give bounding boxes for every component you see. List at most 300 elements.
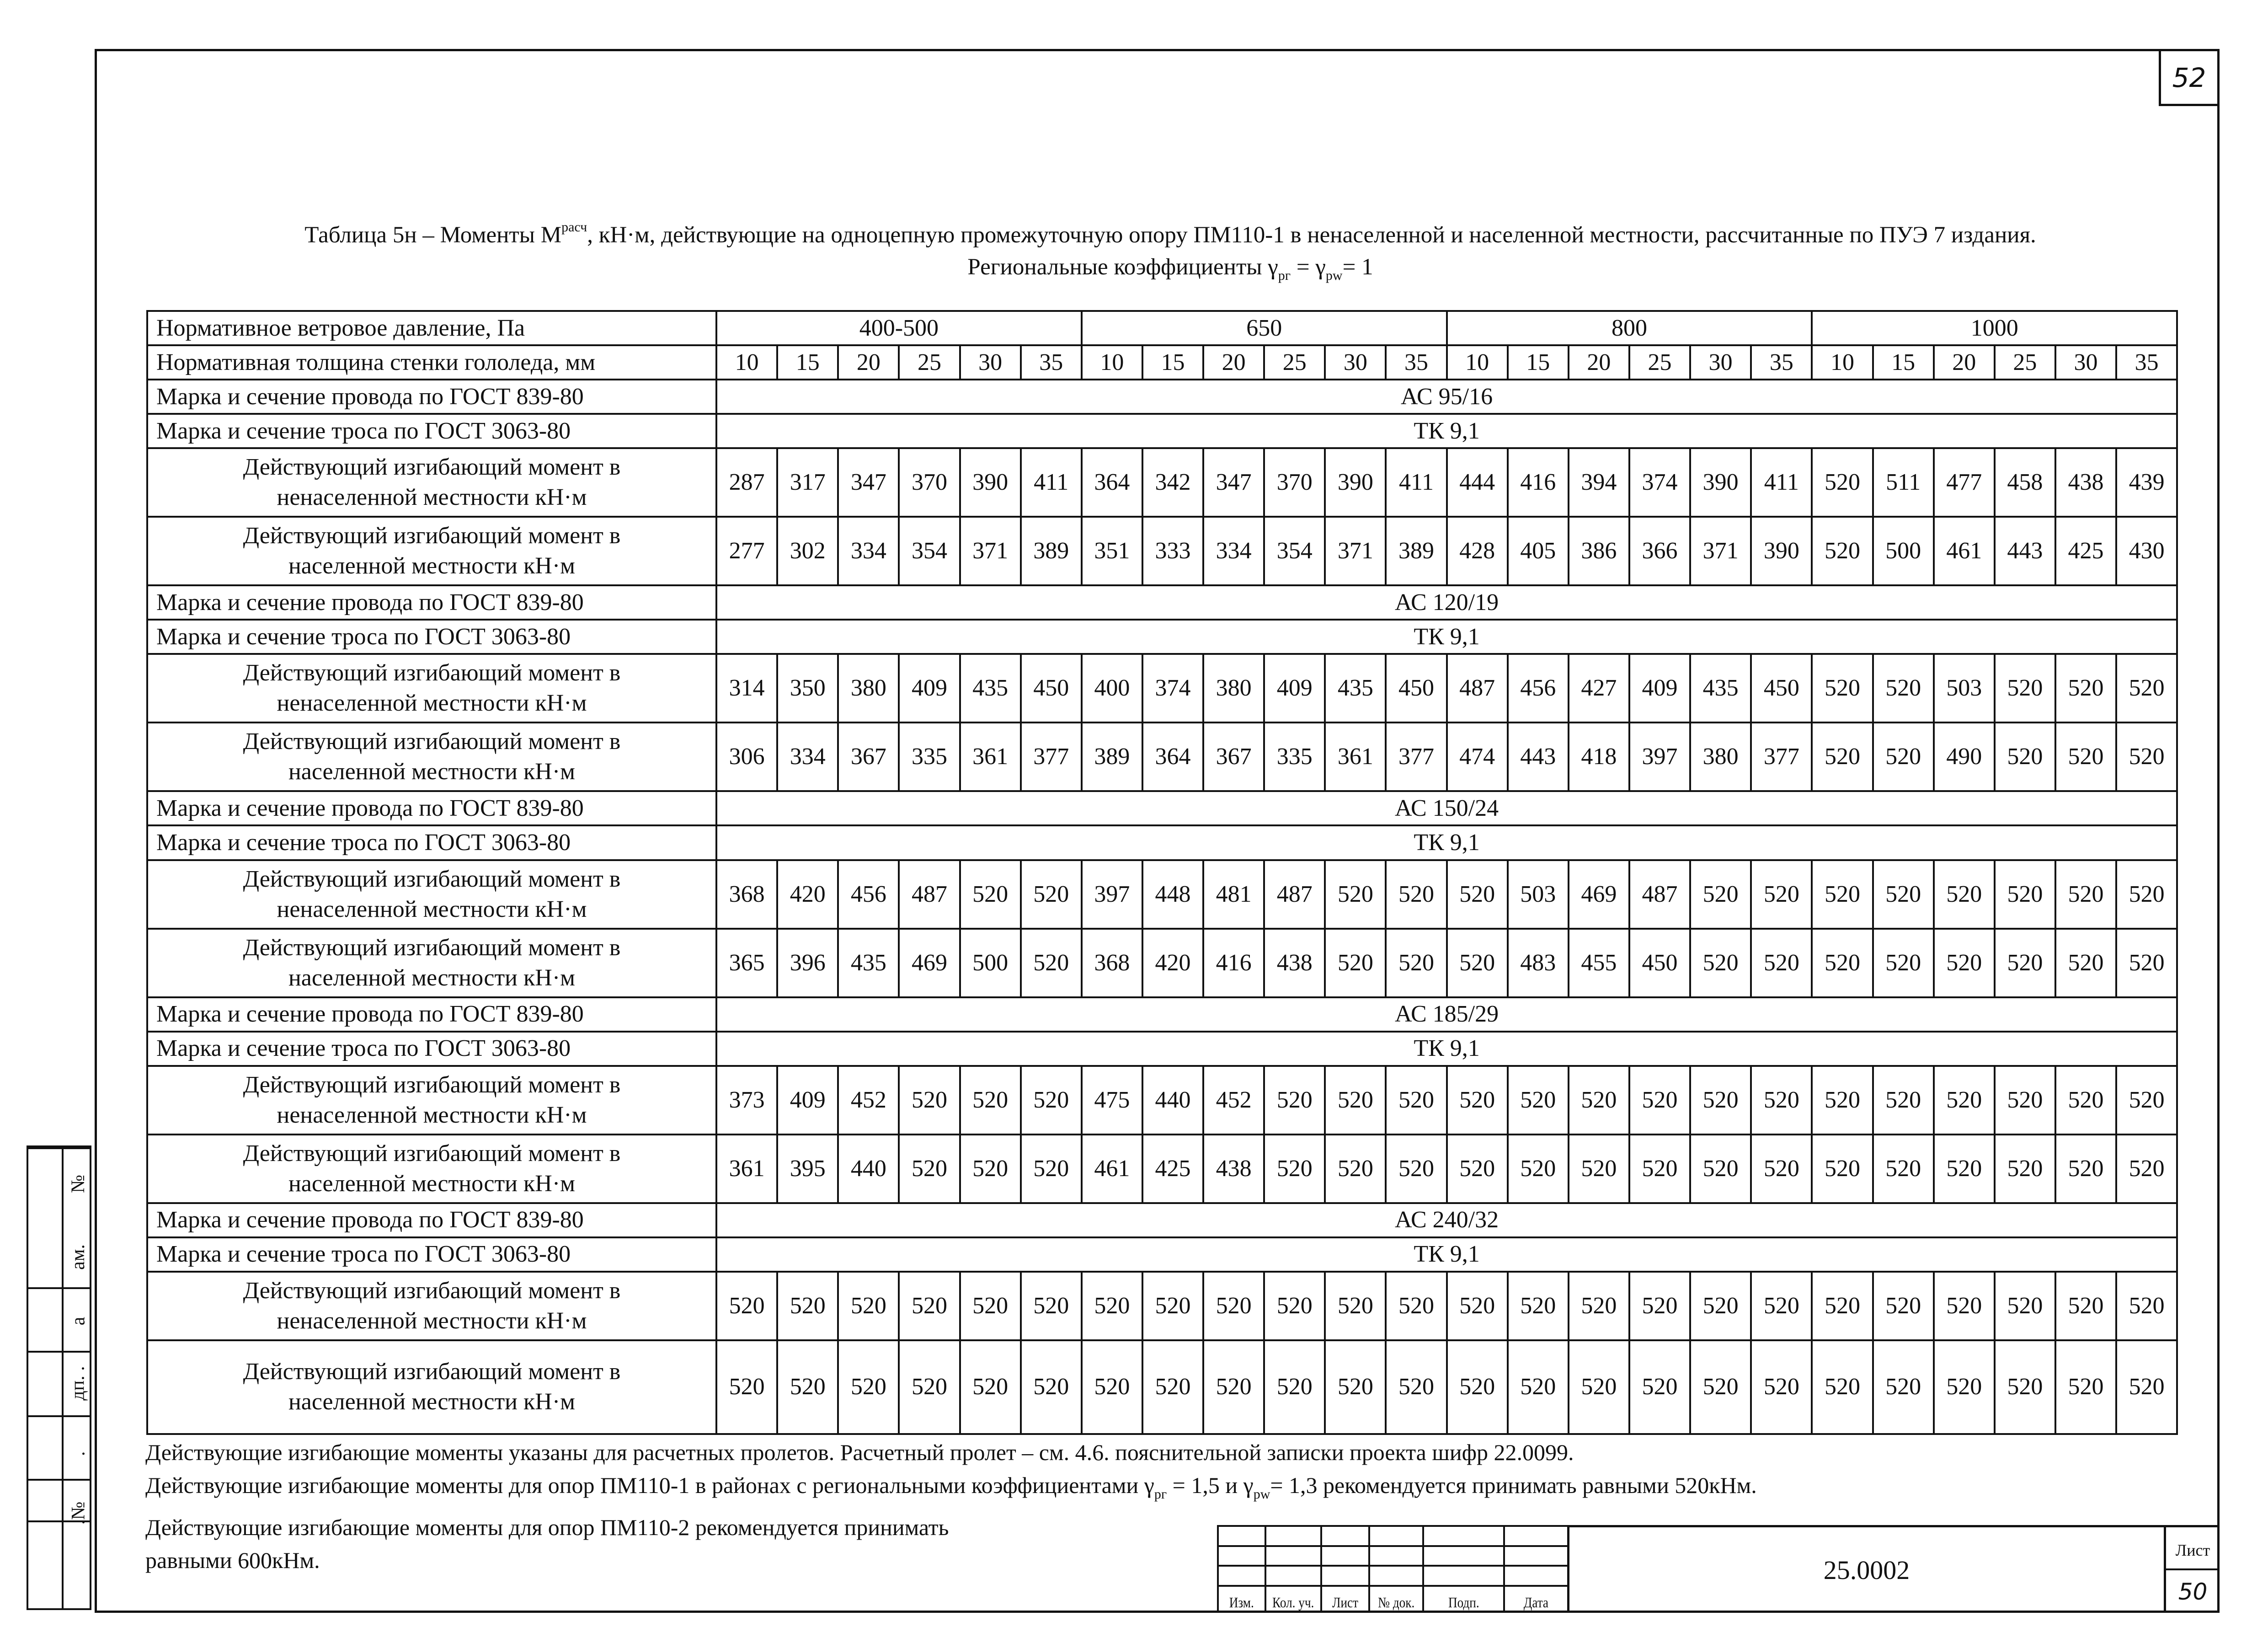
moment-value: 520 (1995, 929, 2055, 997)
moment-value: 425 (1142, 1135, 1203, 1203)
moment-value: 520 (1325, 1272, 1386, 1340)
moment-value: 368 (1082, 929, 1142, 997)
moment-value: 371 (960, 517, 1021, 585)
moment-value: 411 (1751, 448, 1812, 517)
sheet-number: 50 (2178, 1578, 2208, 1605)
strip-label: . (68, 1451, 89, 1456)
moment-value: 390 (1751, 517, 1812, 585)
moment-value: 520 (1934, 860, 1995, 929)
ice-thickness-value: 35 (1386, 345, 1446, 380)
unpopulated-moment-label-line1: Действующий изгибающий момент в (243, 1071, 621, 1098)
moment-value: 438 (1203, 1135, 1264, 1203)
revision-grid (1217, 1525, 1569, 1613)
moment-value: 277 (716, 517, 777, 585)
sheet-cell (2164, 1525, 2220, 1613)
moment-value: 455 (1569, 929, 1629, 997)
moment-value: 440 (838, 1135, 899, 1203)
wind-pressure-group: 800 (1447, 311, 1812, 345)
moment-value: 520 (1934, 929, 1995, 997)
moment-value: 450 (1386, 654, 1446, 722)
moment-value: 448 (1142, 860, 1203, 929)
moment-value: 520 (1447, 1272, 1508, 1340)
moment-value: 520 (777, 1340, 838, 1434)
cable-row (147, 414, 2177, 448)
populated-moment-label-line1: Действующий изгибающий момент в (243, 934, 621, 961)
moment-value: 520 (2116, 1340, 2177, 1434)
cable-label: Марка и сечение троса по ГОСТ 3063-80 (147, 1032, 716, 1066)
moment-value: 335 (899, 722, 960, 791)
moment-value: 347 (1203, 448, 1264, 517)
ice-thickness-value: 20 (838, 345, 899, 380)
document-code: 25.0002 (1567, 1525, 2164, 1613)
moment-value: 520 (1325, 860, 1386, 929)
moment-value: 350 (777, 654, 838, 722)
moment-value: 520 (1812, 1135, 1873, 1203)
moment-value: 520 (1812, 1340, 1873, 1434)
moment-value: 397 (1082, 860, 1142, 929)
moment-value: 520 (1751, 929, 1812, 997)
moment-value: 520 (1873, 860, 1934, 929)
cable-label: Марка и сечение троса по ГОСТ 3063-80 (147, 414, 716, 448)
moment-value: 416 (1508, 448, 1569, 517)
moment-value: 520 (838, 1272, 899, 1340)
moment-value: 520 (2116, 929, 2177, 997)
unpopulated-moment-label-line1: Действующий изгибающий момент в (243, 1277, 621, 1304)
cable-mark: ТК 9,1 (716, 414, 2177, 448)
moment-value: 520 (2055, 722, 2116, 791)
wire-mark: АС 185/29 (716, 997, 2177, 1032)
moment-value: 400 (1082, 654, 1142, 722)
unpopulated-moment-row (147, 860, 2177, 929)
moment-value: 361 (716, 1135, 777, 1203)
moment-value: 409 (1264, 654, 1325, 722)
moment-value: 435 (960, 654, 1021, 722)
unpopulated-moment-label-line2: ненаселенной местности кН·м (277, 896, 587, 922)
moment-value: 520 (1447, 1340, 1508, 1434)
moment-value: 520 (2116, 1066, 2177, 1135)
moment-value: 520 (1386, 1066, 1446, 1135)
moment-value: 520 (1629, 1272, 1690, 1340)
moment-value: 430 (2116, 517, 2177, 585)
moment-value: 377 (1386, 722, 1446, 791)
moments-table (146, 310, 2178, 1435)
moment-value: 520 (1021, 1272, 1082, 1340)
cable-row (147, 1237, 2177, 1272)
moment-value: 520 (1508, 1135, 1569, 1203)
ice-thickness-value: 15 (1508, 345, 1569, 380)
wire-label: Марка и сечение провода по ГОСТ 839-80 (147, 997, 716, 1032)
wind-pressure-row (147, 311, 2177, 345)
moment-value: 520 (1812, 1272, 1873, 1340)
moment-value: 411 (1021, 448, 1082, 517)
unpopulated-moment-label (147, 654, 716, 722)
moment-value: 520 (1873, 1066, 1934, 1135)
moment-value: 444 (1447, 448, 1508, 517)
wire-row (147, 1203, 2177, 1237)
moment-value: 520 (1751, 860, 1812, 929)
moment-value: 427 (1569, 654, 1629, 722)
moment-value: 520 (960, 1272, 1021, 1340)
unpopulated-moment-label (147, 448, 716, 517)
left-registration-strip (27, 1145, 91, 1610)
moment-value: 520 (1995, 1066, 2055, 1135)
moment-value: 389 (1386, 517, 1446, 585)
moment-value: 520 (1690, 1066, 1751, 1135)
cable-label: Марка и сечение троса по ГОСТ 3063-80 (147, 1237, 716, 1272)
moment-value: 374 (1629, 448, 1690, 517)
ice-thickness-value: 30 (1325, 345, 1386, 380)
strip-label: .№ (67, 1501, 89, 1525)
ice-thickness-value: 35 (1021, 345, 1082, 380)
ice-thickness-value: 30 (1690, 345, 1751, 380)
moment-value: 520 (2116, 1135, 2177, 1203)
cable-row (147, 1032, 2177, 1066)
cable-label: Марка и сечение троса по ГОСТ 3063-80 (147, 825, 716, 860)
moment-value: 520 (1934, 1066, 1995, 1135)
populated-moment-label (147, 1135, 716, 1203)
sheet-label: Лист (2166, 1532, 2220, 1570)
populated-moment-row (147, 1340, 2177, 1434)
moment-value: 520 (1325, 1340, 1386, 1434)
moment-value: 364 (1142, 722, 1203, 791)
moment-value: 520 (1142, 1272, 1203, 1340)
moment-value: 520 (2055, 860, 2116, 929)
moment-value: 520 (1264, 1135, 1325, 1203)
title-line-2: Региональные коэффициенты $\gamma_{рг} = \gamma_{pw}= 1$ (967, 254, 1373, 283)
moment-value: 520 (838, 1340, 899, 1434)
moment-value: 477 (1934, 448, 1995, 517)
moment-value: 520 (2055, 1066, 2116, 1135)
moment-value: 377 (1021, 722, 1082, 791)
moment-value: 520 (1995, 654, 2055, 722)
cable-mark: ТК 9,1 (716, 825, 2177, 860)
moment-value: 520 (1873, 1340, 1934, 1434)
moment-value: 409 (899, 654, 960, 722)
note-line-1: Действующие изгибающие моменты указаны для расчетных пролетов. Расчетный пролет – см. 4.6. пояснительной записки проекта шифр 22.0099. (145, 1440, 1574, 1465)
moment-value: 438 (2055, 448, 2116, 517)
moment-value: 395 (777, 1135, 838, 1203)
moment-value: 377 (1751, 722, 1812, 791)
moment-value: 351 (1082, 517, 1142, 585)
moment-value: 520 (1690, 860, 1751, 929)
moment-value: 450 (1751, 654, 1812, 722)
unpopulated-moment-row (147, 1066, 2177, 1135)
moment-value: 409 (777, 1066, 838, 1135)
moment-value: 439 (2116, 448, 2177, 517)
moment-value: 520 (1995, 860, 2055, 929)
unpopulated-moment-label-line2: ненаселенной местности кН·м (277, 1102, 587, 1128)
unpopulated-moment-label (147, 1066, 716, 1135)
moment-value: 371 (1325, 517, 1386, 585)
moment-value: 461 (1934, 517, 1995, 585)
moment-value: 520 (1325, 1066, 1386, 1135)
moment-value: 520 (1021, 1066, 1082, 1135)
moment-value: 520 (1873, 722, 1934, 791)
moment-value: 520 (1203, 1340, 1264, 1434)
moment-value: 461 (1082, 1135, 1142, 1203)
moment-value: 520 (1021, 1135, 1082, 1203)
ice-thickness-value: 25 (1264, 345, 1325, 380)
populated-moment-label-line2: населенной местности кН·м (288, 553, 576, 579)
stamp-col-data: Дата (1504, 1586, 1568, 1612)
moment-value: 490 (1934, 722, 1995, 791)
moment-value: 334 (838, 517, 899, 585)
moment-value: 365 (716, 929, 777, 997)
moment-value: 520 (1751, 1340, 1812, 1434)
unpopulated-moment-row (147, 448, 2177, 517)
moment-value: 487 (899, 860, 960, 929)
moment-value: 520 (2055, 1135, 2116, 1203)
moment-value: 361 (960, 722, 1021, 791)
wire-mark: АС 150/24 (716, 791, 2177, 825)
moment-value: 520 (1934, 1135, 1995, 1203)
unpopulated-moment-label (147, 860, 716, 929)
moment-value: 520 (1629, 1340, 1690, 1434)
moment-value: 366 (1629, 517, 1690, 585)
ice-thickness-row (147, 345, 2177, 380)
moment-value: 520 (1934, 1340, 1995, 1434)
populated-moment-label (147, 1340, 716, 1434)
populated-moment-row (147, 722, 2177, 791)
moment-value: 483 (1508, 929, 1569, 997)
moment-value: 520 (1690, 1135, 1751, 1203)
moment-value: 520 (1812, 722, 1873, 791)
moment-value: 520 (1447, 860, 1508, 929)
moment-value: 520 (1508, 1340, 1569, 1434)
moment-value: 411 (1386, 448, 1446, 517)
ice-thickness-value: 25 (1995, 345, 2055, 380)
stamp-col-kol: Кол. уч. (1265, 1586, 1321, 1612)
moment-value: 520 (1934, 1272, 1995, 1340)
wire-row (147, 997, 2177, 1032)
populated-moment-row (147, 1135, 2177, 1203)
unpopulated-moment-label-line1: Действующий изгибающий момент в (243, 866, 621, 892)
ice-thickness-value: 10 (1082, 345, 1142, 380)
moment-value: 520 (1082, 1272, 1142, 1340)
moment-value: 520 (1447, 929, 1508, 997)
moment-value: 520 (1386, 860, 1446, 929)
wind-pressure-group: 650 (1082, 311, 1447, 345)
moment-value: 452 (838, 1066, 899, 1135)
moment-value: 435 (1690, 654, 1751, 722)
wire-row (147, 585, 2177, 620)
moment-value: 520 (1873, 1272, 1934, 1340)
moment-value: 450 (1021, 654, 1082, 722)
title-line-1: Таблица 5н – Моменты $M^{расч}$, кН·м, действующие на одноцепную промежуточную опору ПМ110-1 в ненаселенной и населенной местности, рассчитанные по ПУЭ 7 издания. (304, 219, 2036, 248)
moment-value: 520 (960, 1066, 1021, 1135)
ice-thickness-value: 30 (960, 345, 1021, 380)
moment-value: 520 (1812, 929, 1873, 997)
moment-value: 347 (838, 448, 899, 517)
moment-value: 520 (899, 1135, 960, 1203)
moment-value: 335 (1264, 722, 1325, 791)
moment-value: 394 (1569, 448, 1629, 517)
ice-thickness-value: 10 (1812, 345, 1873, 380)
moment-value: 452 (1203, 1066, 1264, 1135)
unpopulated-moment-label-line2: ненаселенной местности кН·м (277, 690, 587, 717)
moment-value: 475 (1082, 1066, 1142, 1135)
moment-value: 520 (1569, 1066, 1629, 1135)
title-block (1217, 1525, 2220, 1613)
moment-value: 520 (1812, 654, 1873, 722)
moment-value: 520 (2116, 1272, 2177, 1340)
strip-label: дп. . (68, 1366, 89, 1401)
ice-thickness-label: Нормативная толщина стенки гололеда, мм (147, 345, 716, 380)
moment-value: 443 (1508, 722, 1569, 791)
moment-value: 287 (716, 448, 777, 517)
moment-value: 443 (1995, 517, 2055, 585)
moment-value: 520 (1995, 1272, 2055, 1340)
moment-value: 520 (1508, 1272, 1569, 1340)
moment-value: 520 (2055, 654, 2116, 722)
moment-value: 520 (1873, 1135, 1934, 1203)
moment-value: 520 (1569, 1135, 1629, 1203)
moment-value: 374 (1142, 654, 1203, 722)
moment-value: 373 (716, 1066, 777, 1135)
moment-value: 520 (1812, 860, 1873, 929)
moment-value: 520 (1812, 1066, 1873, 1135)
ice-thickness-value: 10 (716, 345, 777, 380)
wire-mark: АС 95/16 (716, 380, 2177, 414)
moment-value: 500 (960, 929, 1021, 997)
moment-value: 520 (1386, 1340, 1446, 1434)
moment-value: 520 (1690, 1272, 1751, 1340)
moment-value: 458 (1995, 448, 2055, 517)
moment-value: 380 (838, 654, 899, 722)
ice-thickness-value: 20 (1934, 345, 1995, 380)
note-line-2: Действующие изгибающие моменты для опор ПМ110-1 в районах с региональными коэффициентами $\gamma_{рг} = 1,5$ и $\gamma_{pw}= 1,3$ рекомендуется принимать равными 520кНм. (145, 1472, 1757, 1502)
moment-value: 450 (1629, 929, 1690, 997)
moment-value: 435 (838, 929, 899, 997)
strip-label: № (67, 1174, 89, 1193)
moment-value: 520 (1021, 860, 1082, 929)
populated-moment-row (147, 929, 2177, 997)
moment-value: 520 (1386, 1272, 1446, 1340)
ice-thickness-value: 20 (1569, 345, 1629, 380)
stamp-col-izm: Изм. (1218, 1586, 1265, 1612)
moment-value: 520 (1386, 929, 1446, 997)
populated-moment-label (147, 517, 716, 585)
populated-moment-label-line1: Действующий изгибающий момент в (243, 523, 621, 549)
wire-mark: АС 120/19 (716, 585, 2177, 620)
stamp-col-ndok: № док. (1369, 1586, 1423, 1612)
ice-thickness-value: 35 (1751, 345, 1812, 380)
moment-value: 438 (1264, 929, 1325, 997)
populated-moment-label-line1: Действующий изгибающий момент в (243, 728, 621, 755)
moment-value: 418 (1569, 722, 1629, 791)
wind-pressure-group: 1000 (1812, 311, 2177, 345)
ice-thickness-value: 15 (1142, 345, 1203, 380)
moment-value: 503 (1508, 860, 1569, 929)
moment-value: 520 (1751, 1066, 1812, 1135)
moment-value: 520 (1629, 1135, 1690, 1203)
wire-row (147, 791, 2177, 825)
moment-value: 317 (777, 448, 838, 517)
moment-value: 416 (1203, 929, 1264, 997)
moment-value: 520 (1812, 517, 1873, 585)
moment-value: 487 (1447, 654, 1508, 722)
moment-value: 520 (1995, 1340, 2055, 1434)
corner-sheet-number: 52 (2159, 51, 2217, 106)
strip-label: ам. (67, 1244, 89, 1270)
moment-value: 389 (1082, 722, 1142, 791)
moment-value: 456 (838, 860, 899, 929)
moment-value: 520 (1751, 1135, 1812, 1203)
moment-value: 314 (716, 654, 777, 722)
ice-thickness-value: 20 (1203, 345, 1264, 380)
moment-value: 367 (838, 722, 899, 791)
moment-value: 520 (1447, 1135, 1508, 1203)
moment-value: 334 (777, 722, 838, 791)
populated-moment-label (147, 722, 716, 791)
moment-value: 520 (1203, 1272, 1264, 1340)
moment-value: 520 (1569, 1272, 1629, 1340)
note-line-4: равными 600кНм. (145, 1547, 320, 1573)
moment-value: 511 (1873, 448, 1934, 517)
populated-moment-label-line2: населенной местности кН·м (288, 964, 576, 991)
moment-value: 380 (1203, 654, 1264, 722)
cable-row (147, 825, 2177, 860)
ice-thickness-value: 35 (2116, 345, 2177, 380)
strip-row-divider (28, 1147, 90, 1149)
moment-value: 520 (1873, 929, 1934, 997)
moment-value: 405 (1508, 517, 1569, 585)
ice-thickness-value: 25 (899, 345, 960, 380)
moment-value: 420 (777, 860, 838, 929)
cable-mark: ТК 9,1 (716, 1032, 2177, 1066)
cable-label: Марка и сечение троса по ГОСТ 3063-80 (147, 620, 716, 654)
wire-row (147, 380, 2177, 414)
ice-thickness-value: 15 (1873, 345, 1934, 380)
moment-value: 520 (1995, 722, 2055, 791)
note-line-3: Действующие изгибающие моменты для опор ПМ110-2 рекомендуется принимать (145, 1515, 949, 1540)
wire-mark: АС 240/32 (716, 1203, 2177, 1237)
moment-value: 386 (1569, 517, 1629, 585)
moment-value: 397 (1629, 722, 1690, 791)
wire-label: Марка и сечение провода по ГОСТ 839-80 (147, 380, 716, 414)
moment-value: 520 (1264, 1066, 1325, 1135)
stamp-col-list: Лист (1321, 1586, 1369, 1612)
moment-value: 520 (716, 1272, 777, 1340)
unpopulated-moment-label-line1: Действующий изгибающий момент в (243, 660, 621, 686)
populated-moment-row (147, 517, 2177, 585)
moment-value: 487 (1629, 860, 1690, 929)
moment-value: 520 (960, 1340, 1021, 1434)
moment-value: 520 (2116, 860, 2177, 929)
moment-value: 520 (1264, 1272, 1325, 1340)
moment-value: 520 (1508, 1066, 1569, 1135)
moment-value: 520 (1142, 1340, 1203, 1434)
moment-value: 520 (960, 1135, 1021, 1203)
moment-value: 342 (1142, 448, 1203, 517)
moment-value: 440 (1142, 1066, 1203, 1135)
moment-value: 520 (716, 1340, 777, 1434)
moment-value: 364 (1082, 448, 1142, 517)
moment-value: 520 (2055, 1340, 2116, 1434)
stamp-col-podp: Подп. (1423, 1586, 1504, 1612)
moment-value: 520 (1629, 1066, 1690, 1135)
cable-mark: ТК 9,1 (716, 620, 2177, 654)
moment-value: 520 (899, 1066, 960, 1135)
moment-value: 396 (777, 929, 838, 997)
moment-value: 370 (899, 448, 960, 517)
wind-pressure-label: Нормативное ветровое давление, Па (147, 311, 716, 345)
ice-thickness-value: 30 (2055, 345, 2116, 380)
ice-thickness-value: 10 (1447, 345, 1508, 380)
moment-value: 409 (1629, 654, 1690, 722)
moment-value: 390 (1325, 448, 1386, 517)
moment-value: 371 (1690, 517, 1751, 585)
